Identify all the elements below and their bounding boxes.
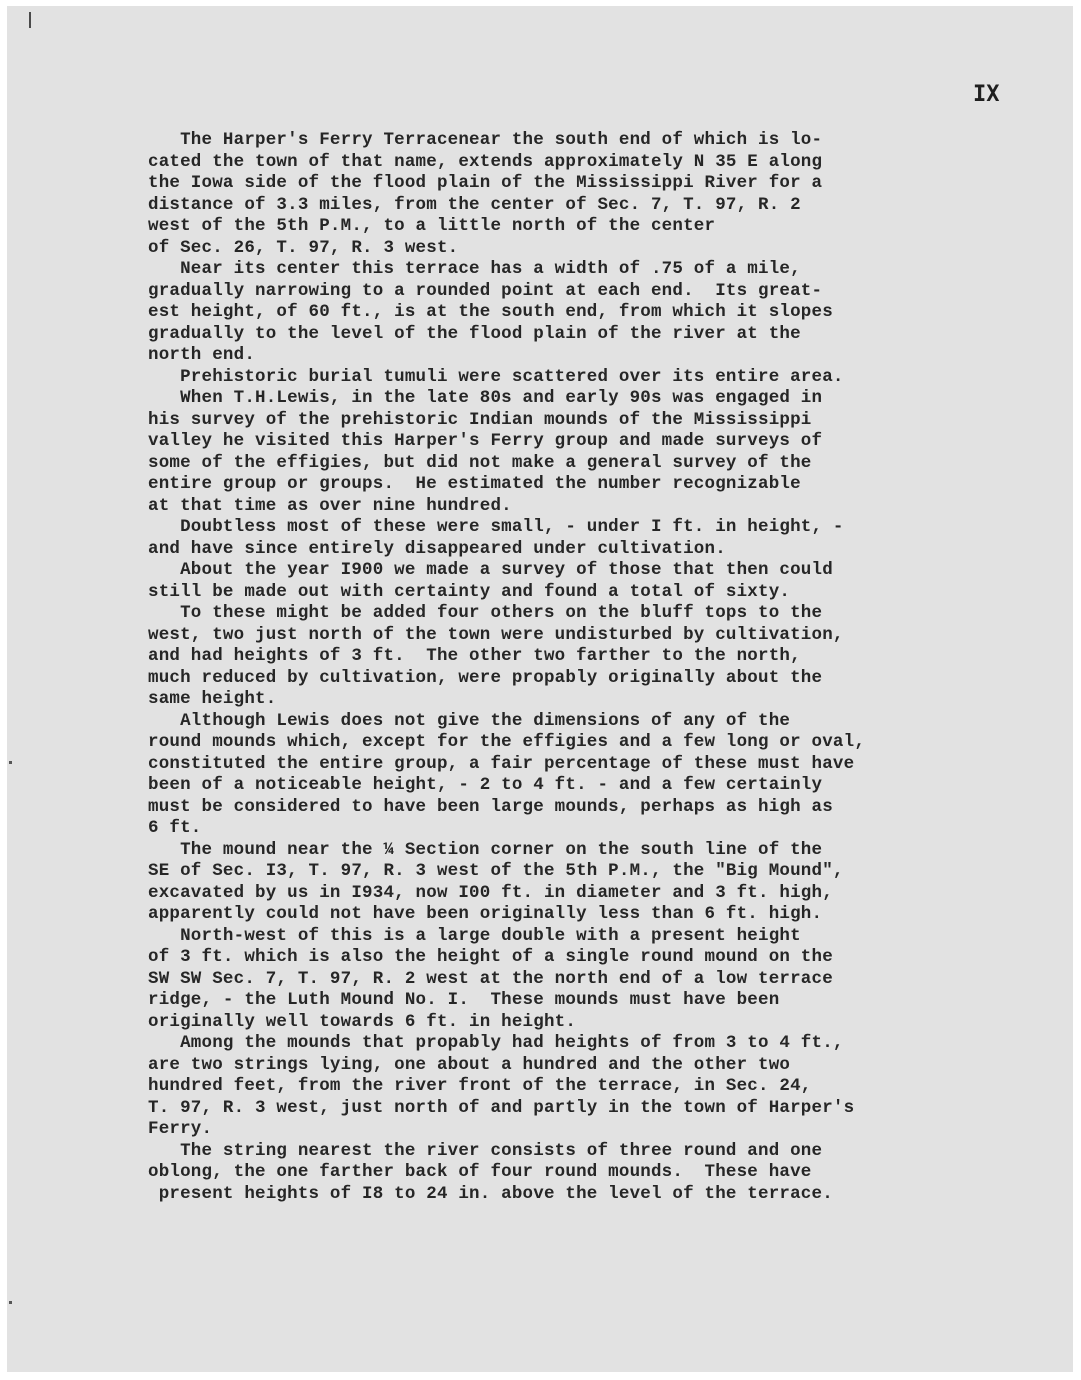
text-line: distance of 3.3 miles, from the center of Sec. 7, T. 97, R. 2 <box>148 194 801 215</box>
text-line: much reduced by cultivation, were propably originally about the <box>148 667 823 688</box>
text-line: North-west of this is a large double with a present height <box>148 925 801 946</box>
text-line: west of the 5th P.M., to a little north of the center <box>148 216 716 236</box>
text-line: Prehistoric burial tumuli were scattered over its entire area. <box>148 366 844 387</box>
text-line: Although Lewis does not give the dimensions of any of the <box>148 710 791 731</box>
text-line: The mound near the ¼ Section corner on the south line of the <box>148 839 823 860</box>
stray-mark <box>9 761 12 764</box>
text-line: constituted the entire group, a fair percentage of these must have <box>148 753 855 774</box>
text-line: round mounds which, except for the effigies and a few long or oval, <box>148 732 866 752</box>
document-page <box>7 6 1073 1372</box>
text-line: must be considered to have been large mounds, perhaps as high as <box>148 796 833 817</box>
text-line: Near its center this terrace has a width of .75 of a mile, <box>148 259 801 279</box>
text-line: apparently could not have been originally less than 6 ft. high. <box>148 904 823 924</box>
text-line: cated the town of that name, extends approximately N 35 E along <box>148 151 823 172</box>
body-text <box>148 130 1028 1205</box>
text-line: of 3 ft. which is also the height of a single round mound on the <box>148 947 833 967</box>
text-line: still be made out with certainty and found a total of sixty. <box>148 581 791 602</box>
text-line: same height. <box>148 689 277 709</box>
text-line: T. 97, R. 3 west, just north of and partly in the town of Harper's <box>148 1097 855 1118</box>
text-line: est height, of 60 ft., is at the south end, from which it slopes <box>148 302 833 322</box>
text-line: ridge, - the Luth Mound No. I. These mounds must have been <box>148 990 780 1010</box>
text-line: excavated by us in I934, now I00 ft. in diameter and 3 ft. high, <box>148 882 833 903</box>
text-line: About the year I900 we made a survey of those that then could <box>148 560 833 580</box>
edge-mark <box>29 12 31 28</box>
text-line: When T.H.Lewis, in the late 80s and early 90s was engaged in <box>148 388 823 408</box>
stray-mark <box>9 1301 12 1304</box>
text-line: present heights of I8 to 24 in. above the level of the terrace. <box>148 1183 833 1204</box>
text-line: Doubtless most of these were small, - under I ft. in height, - <box>148 517 844 537</box>
text-line: gradually to the level of the flood plain of the river at the <box>148 323 801 344</box>
text-line: SW SW Sec. 7, T. 97, R. 2 west at the north end of a low terrace <box>148 968 833 989</box>
text-line: north end. <box>148 345 256 365</box>
text-line: at that time as over nine hundred. <box>148 495 512 516</box>
text-line: originally well towards 6 ft. in height. <box>148 1011 577 1032</box>
text-line: are two strings lying, one about a hundred and the other two <box>148 1054 791 1075</box>
text-line: Among the mounds that propably had heights of from 3 to 4 ft., <box>148 1033 844 1053</box>
text-line: and have since entirely disappeared under cultivation. <box>148 538 726 559</box>
text-line: his survey of the prehistoric Indian mounds of the Mississippi <box>148 409 812 430</box>
text-line: west, two just north of the town were undisturbed by cultivation, <box>148 624 844 645</box>
text-line: To these might be added four others on the bluff tops to the <box>148 603 823 623</box>
text-line: some of the effigies, but did not make a general survey of the <box>148 452 812 473</box>
text-line: oblong, the one farther back of four round mounds. These have <box>148 1162 812 1182</box>
text-line: SE of Sec. I3, T. 97, R. 3 west of the 5th P.M., the "Big Mound", <box>148 861 844 881</box>
text-line: The string nearest the river consists of three round and one <box>148 1140 823 1161</box>
text-line: The Harper's Ferry Terracenear the south end of which is lo- <box>148 130 823 150</box>
text-line: and had heights of 3 ft. The other two farther to the north, <box>148 646 801 666</box>
text-line: of Sec. 26, T. 97, R. 3 west. <box>148 237 459 258</box>
text-line: been of a noticeable height, - 2 to 4 ft. - and a few certainly <box>148 775 823 795</box>
page-number: IX <box>973 82 1000 107</box>
text-line: gradually narrowing to a rounded point at each end. Its great- <box>148 280 823 301</box>
text-line: valley he visited this Harper's Ferry group and made surveys of <box>148 431 823 451</box>
text-line: the Iowa side of the flood plain of the Mississippi River for a <box>148 173 823 193</box>
text-line: hundred feet, from the river front of the terrace, in Sec. 24, <box>148 1076 812 1096</box>
text-line: entire group or groups. He estimated the number recognizable <box>148 474 801 494</box>
text-line: 6 ft. <box>148 818 202 838</box>
text-line: Ferry. <box>148 1119 213 1139</box>
